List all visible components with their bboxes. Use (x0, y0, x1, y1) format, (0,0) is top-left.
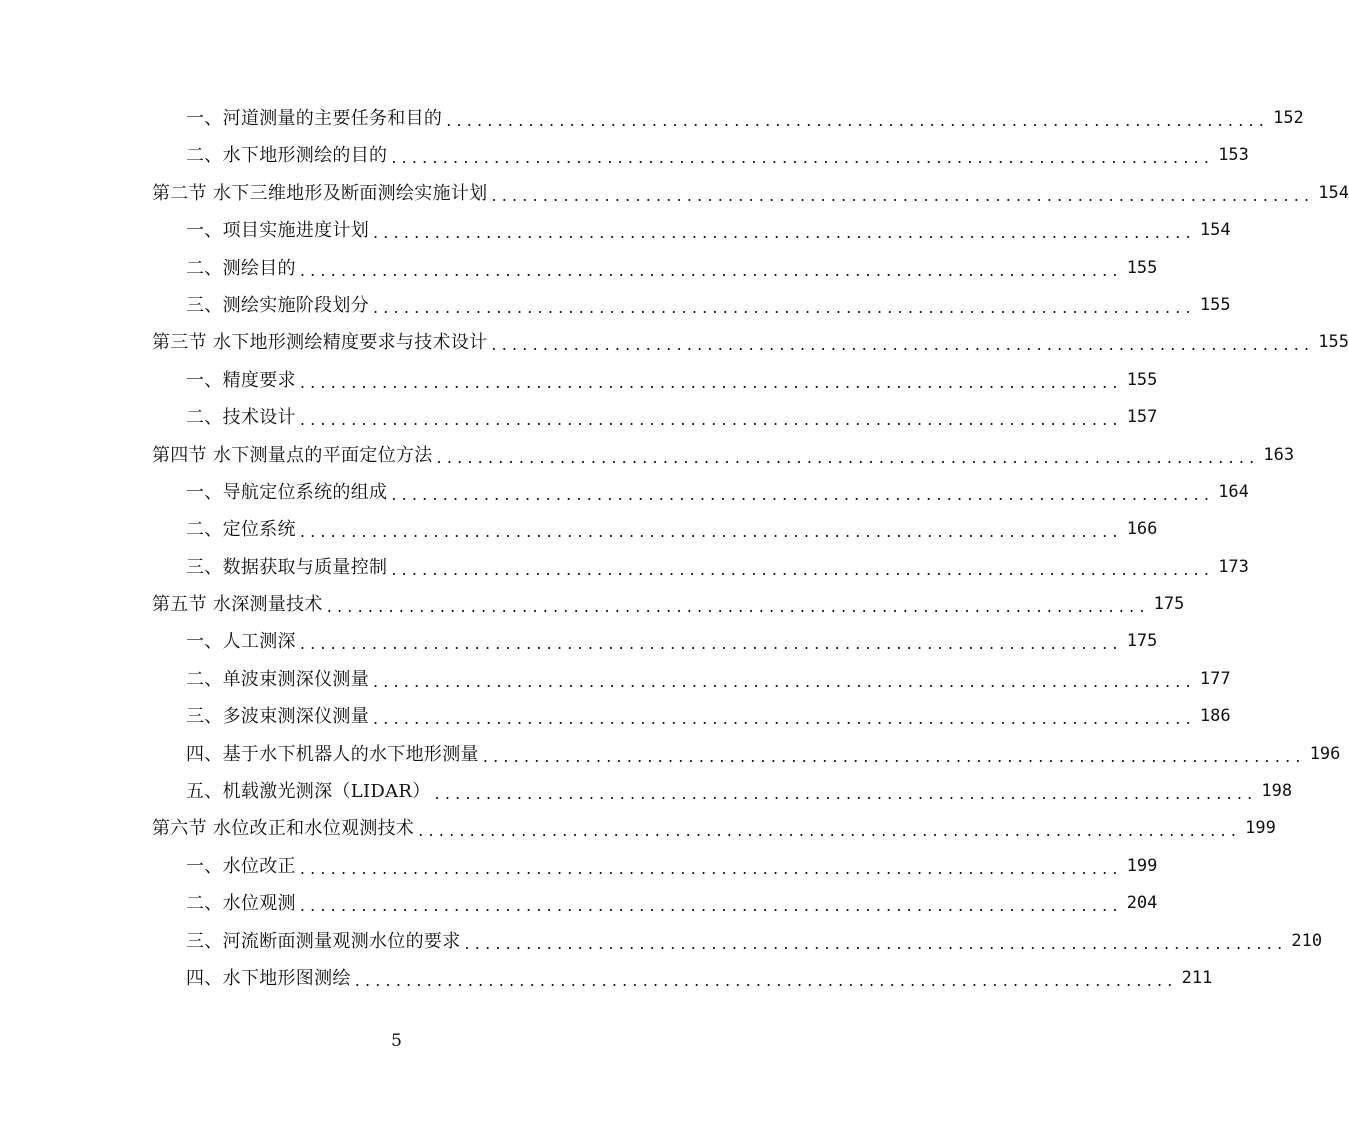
toc-entry-page: 152 (1273, 108, 1304, 128)
toc-entry-label: 三、河流断面测量观测水位的要求 (186, 930, 461, 952)
toc-entry-label: 四、水下地形图测绘 (186, 967, 351, 989)
toc-subsection-entry[interactable] (0, 212, 1231, 249)
toc-entry-label: 一、人工测深 (186, 631, 296, 653)
toc-entry-page: 211 (1181, 967, 1213, 988)
toc-entry-page: 153 (1218, 145, 1249, 166)
toc-entry-label: 二、水下地形测绘的目的 (186, 145, 388, 167)
toc-dot-leader: ................................................................................ (373, 671, 1196, 691)
toc-subsection-entry[interactable] (0, 623, 1158, 660)
toc-dot-leader: ................................................................................ (299, 896, 1123, 916)
toc-entry-label: 第五节 水深测量技术 (152, 594, 323, 616)
toc-dot-leader: ................................................................................ (299, 260, 1123, 280)
toc-section-entry[interactable] (0, 175, 1349, 212)
toc-entry-page: 198 (1261, 781, 1293, 802)
toc-dot-leader: ................................................................................ (299, 634, 1123, 654)
page-number: 5 (391, 1031, 402, 1051)
toc-entry-label: 一、项目实施进度计划 (186, 220, 369, 242)
toc-entry-page: 154 (1318, 182, 1349, 203)
toc-entry-label: 二、测绘目的 (186, 257, 296, 279)
toc-entry-label: 一、水位改正 (186, 855, 296, 877)
toc-subsection-entry[interactable] (0, 848, 1158, 885)
toc-dot-leader: ................................................................................ (299, 410, 1123, 430)
toc-dot-leader: ................................................................................ (436, 447, 1260, 467)
toc-entry-label: 第三节 水下地形测绘精度要求与技术设计 (152, 332, 488, 354)
toc-dot-leader: ................................................................................ (418, 821, 1242, 841)
toc-dot-leader: ................................................................................ (299, 522, 1123, 542)
toc-entry-page: 155 (1318, 332, 1349, 353)
toc-entry-page: 154 (1199, 220, 1231, 241)
table-of-contents (0, 100, 1349, 997)
toc-entry-page: 186 (1199, 706, 1231, 727)
toc-subsection-entry[interactable] (0, 549, 1249, 586)
toc-dot-leader: ................................................................................ (491, 335, 1315, 355)
toc-entry-label: 二、单波束测深仪测量 (186, 668, 369, 690)
toc-entry-label: 第六节 水位改正和水位观测技术 (152, 818, 415, 840)
toc-subsection-entry[interactable] (0, 250, 1158, 287)
toc-entry-page: 196 (1309, 743, 1341, 764)
toc-subsection-entry[interactable] (0, 960, 1213, 997)
toc-dot-leader: ................................................................................ (326, 597, 1150, 617)
toc-entry-page: 155 (1126, 369, 1158, 390)
toc-subsection-entry[interactable] (0, 474, 1249, 511)
toc-subsection-entry[interactable] (0, 100, 1304, 137)
toc-dot-leader: ................................................................................ (299, 858, 1123, 878)
toc-entry-page: 204 (1126, 893, 1158, 914)
toc-entry-label: 一、精度要求 (186, 369, 296, 391)
toc-entry-label: 二、水位观测 (186, 893, 296, 915)
toc-subsection-entry[interactable] (0, 511, 1158, 548)
toc-dot-leader: ................................................................................ (373, 223, 1196, 243)
toc-entry-page: 210 (1291, 930, 1323, 951)
toc-entry-label: 一、导航定位系统的组成 (186, 481, 388, 503)
toc-subsection-entry[interactable] (0, 661, 1231, 698)
toc-dot-leader: ................................................................................ (464, 933, 1288, 953)
toc-dot-leader: ................................................................................ (354, 970, 1178, 990)
toc-entry-page: 166 (1126, 519, 1158, 540)
toc-entry-label: 一、河道测量的主要任务和目的 (186, 108, 443, 129)
toc-entry-label: 五、机载激光测深（LIDAR） (186, 781, 431, 803)
toc-entry-label: 二、技术设计 (186, 407, 296, 429)
toc-section-entry[interactable] (0, 586, 1185, 623)
toc-subsection-entry[interactable] (0, 287, 1231, 324)
toc-dot-leader: ................................................................................ (373, 297, 1196, 317)
toc-dot-leader: ................................................................................ (391, 484, 1215, 504)
toc-subsection-entry[interactable] (0, 137, 1249, 174)
toc-dot-leader: ................................................................................ (482, 746, 1306, 766)
toc-dot-leader: ................................................................................ (446, 111, 1270, 130)
toc-section-entry[interactable] (0, 810, 1276, 847)
toc-entry-page: 199 (1126, 855, 1158, 876)
toc-entry-label: 三、多波束测深仪测量 (186, 706, 369, 728)
toc-subsection-entry[interactable] (0, 399, 1158, 436)
toc-entry-label: 四、基于水下机器人的水下地形测量 (186, 743, 479, 765)
toc-entry-page: 177 (1199, 668, 1231, 689)
toc-entry-label: 第二节 水下三维地形及断面测绘实施计划 (152, 182, 488, 204)
toc-dot-leader: ................................................................................ (373, 709, 1196, 729)
toc-dot-leader: ................................................................................ (391, 559, 1215, 579)
toc-entry-label: 第四节 水下测量点的平面定位方法 (152, 444, 433, 466)
toc-entry-page: 173 (1218, 556, 1249, 577)
toc-subsection-entry[interactable] (0, 736, 1341, 773)
toc-subsection-entry[interactable] (0, 773, 1293, 810)
toc-entry-label: 三、测绘实施阶段划分 (186, 294, 369, 316)
toc-entry-page: 199 (1245, 818, 1276, 839)
toc-subsection-entry[interactable] (0, 923, 1323, 960)
toc-subsection-entry[interactable] (0, 885, 1158, 922)
toc-entry-page: 163 (1263, 444, 1295, 465)
toc-entry-label: 三、数据获取与质量控制 (186, 556, 388, 578)
toc-section-entry[interactable] (0, 324, 1349, 361)
toc-entry-page: 155 (1199, 294, 1231, 315)
toc-entry-page: 175 (1153, 594, 1185, 615)
toc-entry-page: 155 (1126, 257, 1158, 278)
toc-entry-page: 175 (1126, 631, 1158, 652)
toc-dot-leader: ................................................................................ (491, 185, 1315, 205)
toc-subsection-entry[interactable] (0, 698, 1231, 735)
toc-entry-label: 二、定位系统 (186, 519, 296, 541)
toc-dot-leader: ................................................................................ (434, 784, 1258, 804)
toc-subsection-entry[interactable] (0, 362, 1158, 399)
toc-section-entry[interactable] (0, 437, 1295, 474)
toc-dot-leader: ................................................................................ (299, 372, 1123, 392)
toc-entry-page: 164 (1218, 481, 1249, 502)
toc-entry-page: 157 (1126, 407, 1158, 428)
toc-dot-leader: ................................................................................ (391, 148, 1215, 168)
